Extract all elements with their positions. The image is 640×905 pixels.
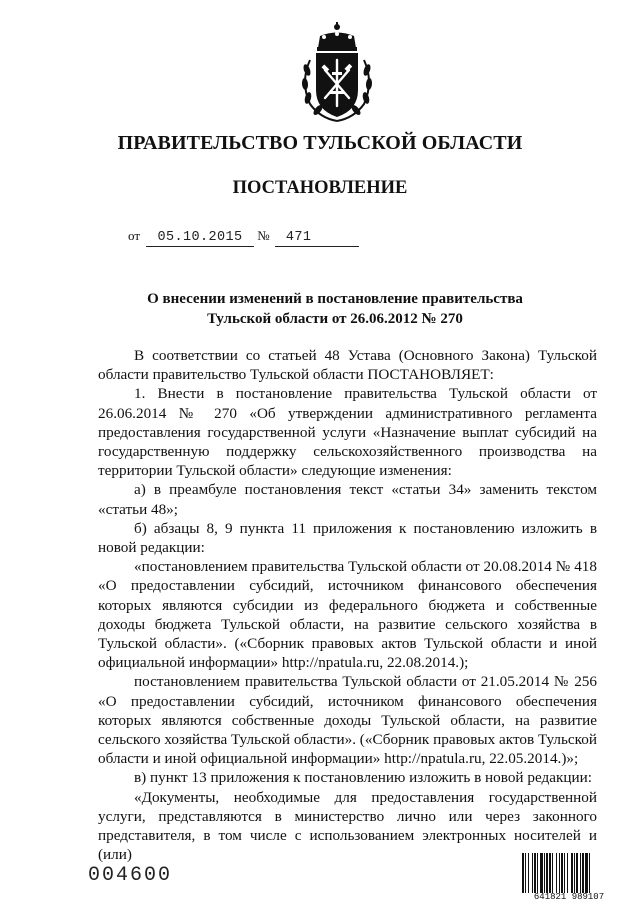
- barcode-bar: [528, 853, 529, 893]
- barcode-bar: [537, 853, 538, 893]
- barcode-bar: [576, 853, 578, 893]
- barcode-bar: [525, 853, 526, 893]
- barcode-bar: [534, 853, 536, 893]
- document-date: 05.10.2015: [146, 230, 254, 247]
- barcode-bar: [580, 853, 581, 893]
- document-body: [98, 346, 597, 864]
- paragraph-quote-256: постановлением правительства Тульской области от 21.05.2014 № 256 «О предоставлении субсидий, источником финансового обеспечения которых являются собственные доходы Тульской области, на развитие сельского хозяйства Тульской области». («Сборник правовых актов Тульской области и иной официальной информации» http://npatula.ru, 22.05.2014.)»;: [98, 673, 597, 768]
- document-type: ПОСТАНОВЛЕНИЕ: [232, 178, 408, 198]
- crown-icon: [317, 22, 357, 51]
- barcode-bar: [571, 853, 573, 893]
- serial-number: 004600: [88, 864, 173, 887]
- barcode-bar: [532, 853, 533, 893]
- barcode-icon: [521, 853, 617, 893]
- barcode-bar: [544, 853, 545, 893]
- document-number: 471: [285, 230, 312, 245]
- document-subject: [100, 289, 570, 329]
- barcode: [521, 853, 617, 902]
- paragraph-subitem-a: а) в преамбуле постановления текст «статьи 34» заменить текстом «статьи 48»;: [98, 481, 597, 518]
- government-title: ПРАВИТЕЛЬСТВО ТУЛЬСКОЙ ОБЛАСТИ: [117, 132, 523, 154]
- paragraph-quote-418: «постановлением правительства Тульской области от 20.08.2014 № 418 «О предоставлении субсидий, источником финансового обеспечения которых являются субсидии из федерального бюджета и собственные доходы бюджета Тульской области, на развитие сельского хозяйства в Тульской области». («Сборник правовых актов Тульской области и иной официальной информации» http://npatula.ru, 22.08.2014.);: [98, 558, 597, 672]
- barcode-bar: [559, 853, 560, 893]
- barcode-bar: [574, 853, 575, 893]
- barcode-bar: [585, 853, 588, 893]
- paragraph-item-1: 1. Внести в постановление правительства Тульской области от 26.06.2014 № 270 «Об утверждении административного регламента предоставления государственной услуги «Назначение выплат субсидий на государственную поддержку сельскохозяйственного производства на территории Тульской области» следующие изменения:: [98, 385, 597, 480]
- barcode-bar: [546, 853, 548, 893]
- coat-of-arms-icon: [296, 20, 378, 124]
- barcode-bar: [589, 853, 590, 893]
- barcode-bar: [549, 853, 551, 893]
- barcode-bar: [540, 853, 543, 893]
- paragraph-subitem-v: в) пункт 13 приложения к постановлению изложить в новой редакции:: [134, 769, 592, 787]
- barcode-bar: [582, 853, 584, 893]
- paragraph-preamble: В соответствии со статьей 48 Устава (Основного Закона) Тульской области правительство Тульской области ПОСТАНОВЛЯЕТ:: [98, 347, 597, 384]
- date-from-label: от: [128, 228, 141, 243]
- barcode-bar: [564, 853, 565, 893]
- barcode-bar: [556, 853, 557, 893]
- barcode-bar: [561, 853, 563, 893]
- subject-line-2: Тульской области от 26.06.2012 № 270: [207, 311, 463, 327]
- barcode-bar: [567, 853, 568, 893]
- date-number-line: [128, 228, 359, 247]
- number-label: №: [257, 228, 270, 243]
- subject-line-1: О внесении изменений в постановление правительства: [147, 291, 523, 307]
- barcode-bar: [552, 853, 553, 893]
- document-number-field: [275, 230, 359, 247]
- barcode-number: 641821 989107: [533, 892, 605, 902]
- paragraph-subitem-b: б) абзацы 8, 9 пункта 11 приложения к постановлению изложить в новой редакции:: [98, 519, 597, 557]
- barcode-bar: [522, 853, 524, 893]
- paragraph-documents: «Документы, необходимые для предоставления государственной услуги, представляются в министерство лично или через законного представителя, в том числе с использованием электронных носителей и (или): [98, 788, 597, 864]
